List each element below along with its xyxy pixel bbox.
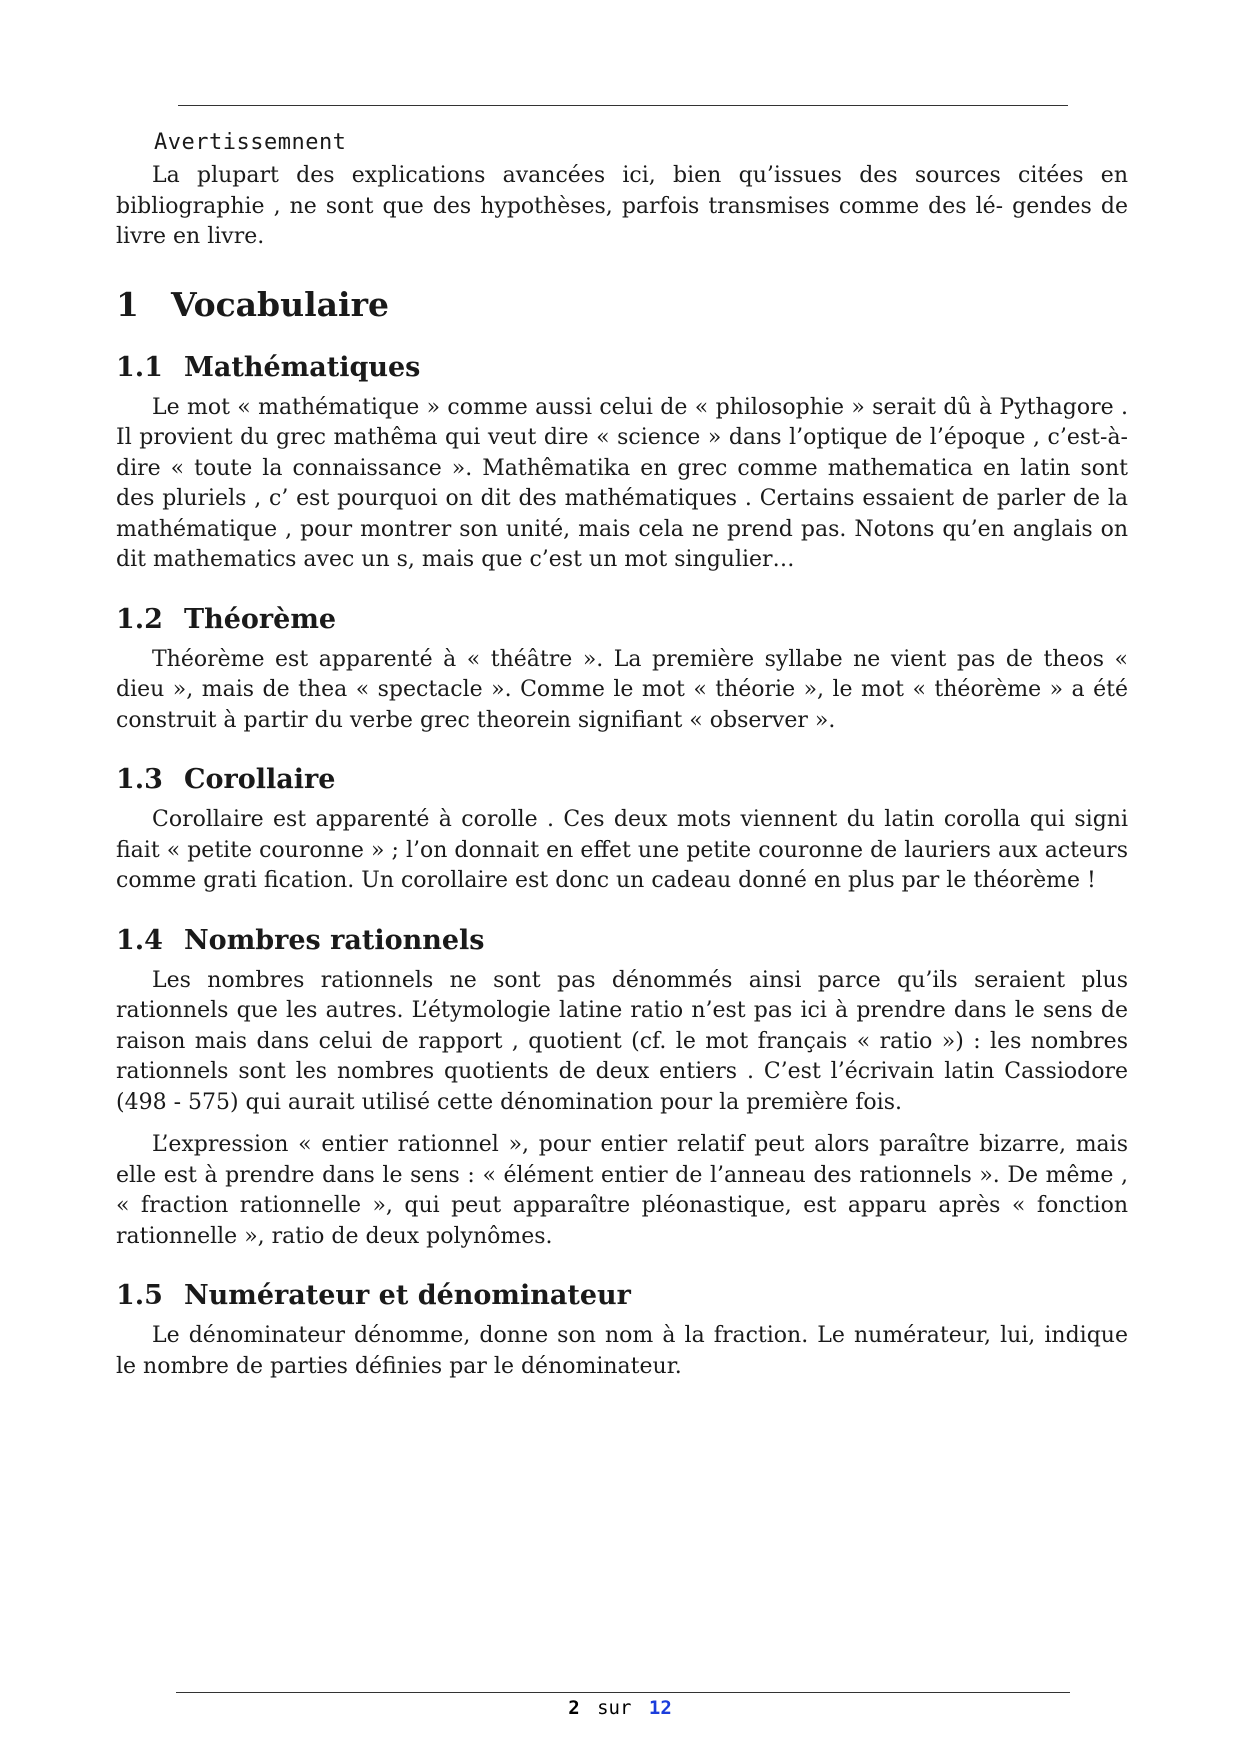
section-paragraph: Théorème est apparenté à « théâtre ». La première syllabe ne vient pas de theos « dieu », mais de thea « spectacle ». Comme le mot « théorie », le mot « théorème » a été construit à partir du verbe grec theorein signifiant « observer ».	[116, 646, 1128, 733]
page-footer	[0, 1697, 1240, 1719]
section-number: 1.4	[116, 924, 163, 956]
section-number: 1.1	[116, 351, 163, 383]
page-separator: sur	[597, 1697, 632, 1719]
page-number-current: 2	[568, 1697, 580, 1719]
section-paragraph: Les nombres rationnels ne sont pas dénommés ainsi parce qu’ils seraient plus rationnels que les autres. L’étymologie latine ratio n’est pas ici à prendre dans le sens de raison mais dans celui de rapport , quotient (cf. le mot français « ratio ») : les nombres rationnels sont les nombres quotients de deux entiers . C’est l’écrivain latin Cassiodore (498 - 575) qui aurait utilisé cette dénomination pour la première fois.	[116, 967, 1128, 1115]
section-heading	[116, 604, 1128, 635]
bottom-rule	[176, 1692, 1070, 1693]
section-numerateur-denominateur	[116, 1280, 1128, 1382]
section-heading	[116, 1280, 1128, 1311]
section-title: Corollaire	[184, 764, 336, 795]
warning-text: La plupart des explications avancées ici, bien qu’issues des sources citées en bibliographie , ne sont que des hypothèses, parfois transmises comme des lé- gendes de livre en livre.	[116, 163, 1128, 249]
top-rule	[178, 105, 1068, 106]
chapter-heading	[116, 285, 1128, 324]
section-theoreme	[116, 604, 1128, 737]
warning-title: Avertissemnent	[154, 130, 347, 155]
section-title: Mathématiques	[184, 351, 421, 383]
section-heading	[116, 925, 1128, 956]
page-content	[116, 130, 1128, 1382]
chapter-title: Vocabulaire	[171, 284, 389, 324]
section-mathematiques	[116, 352, 1128, 576]
section-corollaire	[116, 764, 1128, 897]
section-title: Nombres rationnels	[184, 924, 485, 956]
section-paragraph: L’expression « entier rationnel », pour entier relatif peut alors paraître bizarre, mais elle est à prendre dans le sens : « élément entier de l’anneau des rationnels ». De même , « fraction rationnelle », qui peut apparaître pléonastique, est apparu après « fonction rationnelle », ratio de deux polynômes.	[116, 1132, 1128, 1249]
section-paragraph: Le mot « mathématique » comme aussi celui de « philosophie » serait dû à Pythagore . Il provient du grec mathêma qui veut dire « science » dans l’optique de l’époque , c’est-à-dire « toute la connaissance ». Mathêmatika en grec comme mathematica en latin sont des pluriels , c’ est pourquoi on dit des mathématiques . Certains essaient de parler de la mathématique , pour montrer son unité, mais cela ne prend pas. Notons qu’en anglais on dit mathematics avec un s, mais que c’est un mot singulier…	[116, 394, 1128, 572]
chapter-number: 1	[116, 284, 139, 324]
section-heading	[116, 352, 1128, 383]
section-paragraph: Corollaire est apparenté à corolle . Ces deux mots viennent du latin corolla qui signi fiait « petite couronne » ; l’on donnait en effet une petite couronne de lauriers aux acteurs comme grati fication. Un corollaire est donc un cadeau donné en plus par le théorème !	[116, 807, 1128, 893]
page-number-total: 12	[648, 1697, 672, 1719]
section-number: 1.2	[116, 603, 163, 635]
section-paragraph: Le dénominateur dénomme, donne son nom à la fraction. Le numérateur, lui, indique le nombre de parties définies par le dénominateur.	[116, 1323, 1128, 1379]
section-number: 1.5	[116, 1280, 163, 1311]
section-title: Théorème	[184, 603, 337, 635]
section-heading	[116, 764, 1128, 795]
section-nombres-rationnels	[116, 925, 1128, 1253]
section-title: Numérateur et dénominateur	[184, 1280, 631, 1311]
section-number: 1.3	[116, 764, 163, 795]
